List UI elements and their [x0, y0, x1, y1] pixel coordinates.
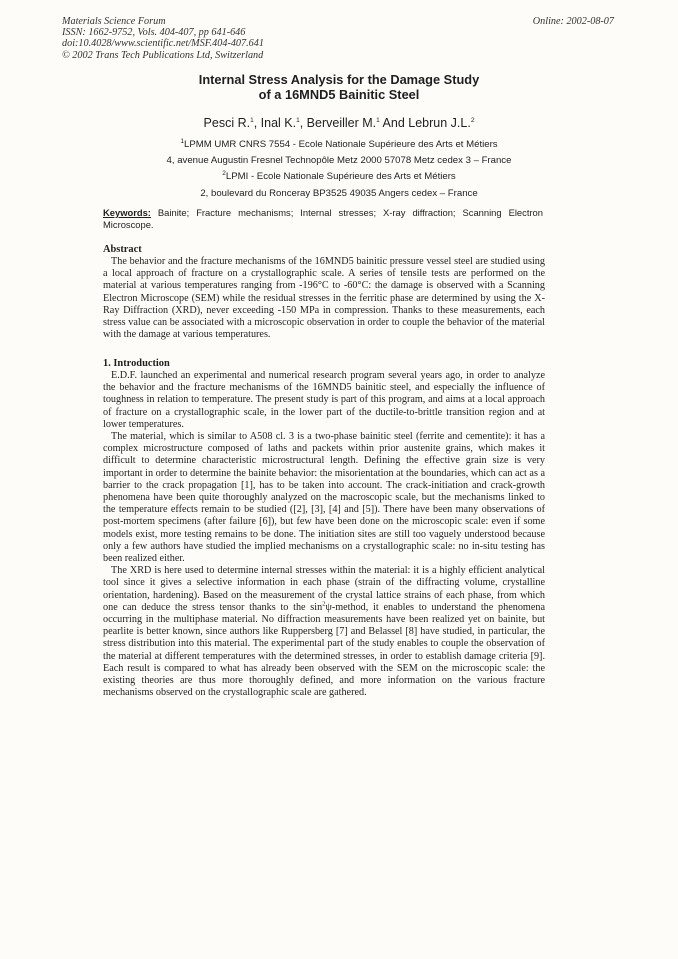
keywords-label: Keywords:	[103, 207, 151, 218]
introduction-heading: 1. Introduction	[103, 358, 170, 369]
title-line-1: Internal Stress Analysis for the Damage Study	[198, 72, 480, 87]
abstract-heading: Abstract	[103, 244, 142, 255]
intro-paragraph-2: The material, which is similar to A508 cl. 3 is a two-phase bainitic steel (ferrite and cementite): it has a complex microstructure composed of laths and packets within prior austenite grains, which makes it difficult to determine characteristic microstructural length. Defining the effective grain size is very important in order to determine the bainite behavior: the misorientation at the boundaries, which can act as a barrier to the crack propagation [1], has to be taken into account. The crack-initiation and crack-growth phenomena have been quite thoroughly analyzed on the macroscopic scale, but the mechanisms linked to the temperature effects remain to be studied ([2], [3], [4] and [5]). There have been many observations of post-mortem specimens (after failure [6]), but few have been done on the microscopic scale: even if some models exist, more testing remains to be done. The initiation sites are still too vaguely understood because only a few authors have studied the implied mechanisms on a crystallographic scale: no in-situ testing has been realized either.	[103, 431, 545, 565]
keywords	[103, 207, 543, 231]
affiliation-2-name	[80, 171, 598, 182]
author-affiliation-mark: 1	[376, 116, 380, 124]
affiliation-text: LPMI - Ecole Nationale Supérieure des Arts et Métiers	[225, 171, 456, 182]
affiliation-mark: 2	[222, 169, 226, 177]
author-list	[100, 116, 578, 130]
journal-name: Materials Science Forum	[62, 16, 166, 27]
doi-link[interactable]: doi:10.4028/www.scientific.net/MSF.404-407.641	[62, 38, 264, 50]
affiliation-1-name	[80, 139, 598, 150]
title-line-2: of a 16MND5 Bainitic Steel	[258, 87, 420, 102]
author-name: , Inal K.	[253, 116, 297, 130]
author-affiliation-mark: 2	[470, 116, 475, 124]
keywords-text: Bainite; Fracture mechanisms; Internal stresses; X-ray diffraction; Scanning Electron Microscope.	[103, 207, 543, 230]
affiliation-1-address: 4, avenue Augustin Fresnel Technopôle Metz 2000 57078 Metz cedex 3 – France	[166, 155, 512, 166]
superscript-2: 2	[322, 600, 326, 608]
publication-header	[62, 16, 264, 61]
intro-paragraph-1: E.D.F. launched an experimental and numerical research program several years ago, in order to analyze the behavior and the fracture mechanisms of the 16MND5 bainitic steel, and especially the influence of toughness in relation to temperature. The present study is part of this program, and aims at a local approach of fracture on a crystallographic scale, in the lower part of the ductile-to-brittle transition region and at lower temperatures.	[103, 370, 545, 430]
author-affiliation-mark: 1	[296, 116, 300, 124]
intro-paragraph-3	[103, 565, 545, 699]
paper-title	[100, 72, 578, 102]
affiliation-2-address: 2, boulevard du Ronceray BP3525 49035 Angers cedex – France	[200, 188, 478, 199]
affiliation-mark: 1	[180, 137, 185, 145]
author-name: And Lebrun J.L.	[379, 116, 471, 130]
copyright-line: © 2002 Trans Tech Publications Ltd, Switzerland	[62, 49, 264, 61]
abstract-body	[103, 256, 545, 341]
issn-line: ISSN: 1662-9752, Vols. 404-407, pp 641-646	[62, 27, 246, 39]
affiliation-text: LPMM UMR CNRS 7554 - Ecole Nationale Supérieure des Arts et Métiers	[184, 139, 498, 150]
abstract-paragraph: The behavior and the fracture mechanisms of the 16MND5 bainitic pressure vessel steel are studied using a local approach of fracture on a crystallographic scale. A series of tensile tests are performed on the material at various temperatures ranging from -196°C to -60°C: the damage is observed with a Scanning Electron Microscope (SEM) while the residual stresses in the ferritic phase are determined by using the X-Ray Diffraction (XRD), never exceeding -150 MPa in compression. Thanks to these measurements, each stress value can be associated with a microscopic observation in order to couple the behavior of the material with the damage at various temperatures.	[103, 256, 545, 341]
intro-paragraph-3-part-a: The XRD is here used to determine internal stresses within the material: it is a highly efficient analytical tool since it gives a selective information in each phase (strain of the diffracting volume, crystalline orientation, hardening). Based on the measurement of the crystal lattice strains of each phase, from which one can deduce the stress tensor thanks to the sin	[103, 565, 545, 613]
introduction-body	[103, 370, 545, 699]
intro-paragraph-3-part-b: ψ-method, it enables to understand the phenomena occurring in the multiphase material. No diffraction measurements have been realized yet on bainite, but pearlite is better known, since authors like Ruppersberg [7] and Belassel [8] have studied, in particular, the stress distribution into this material. The experimental part of the study enables to couple the observation of the material at different temperatures with the determined stresses, in order to establish damage criteria [9]. Each result is compared to what has already been observed with the SEM on the microscopic scale: the existing theories are thus more thoroughly defined, and more information on the various fracture mechanisms observed on the crystallographic scale are gathered.	[103, 601, 545, 699]
author-name: Pesci R.	[203, 116, 251, 130]
author-name: , Berveiller M.	[299, 116, 377, 130]
online-date: Online: 2002-08-07	[532, 16, 614, 27]
author-affiliation-mark: 1	[250, 116, 254, 124]
